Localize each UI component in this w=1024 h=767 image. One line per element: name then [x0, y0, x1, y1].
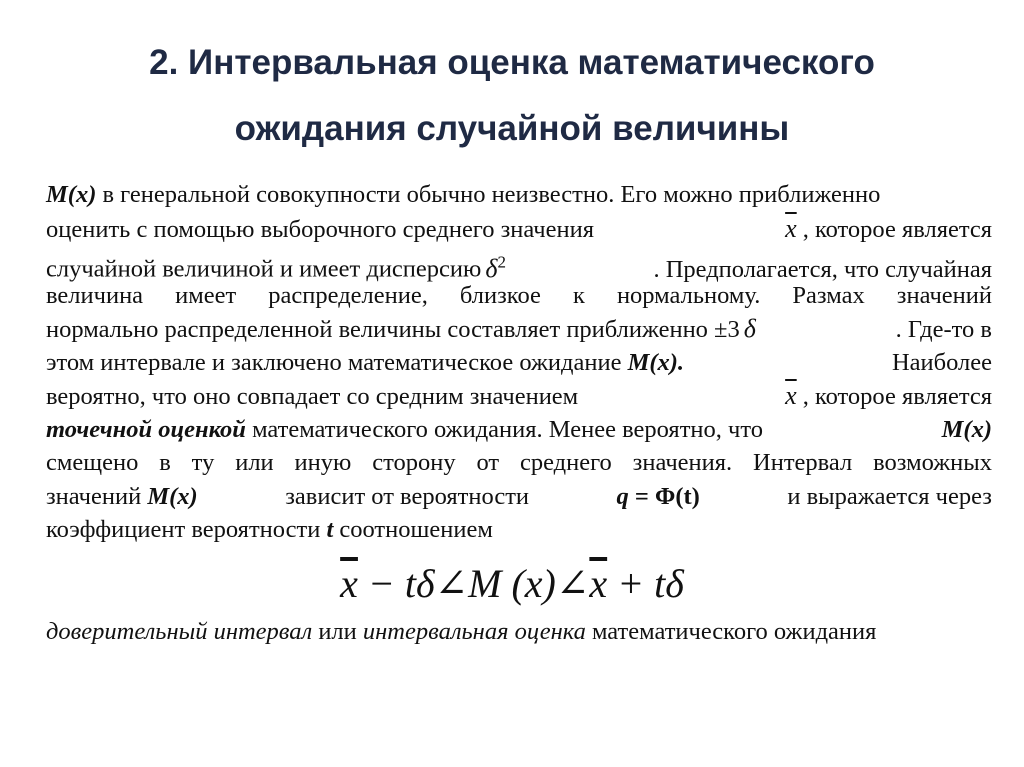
- body-text-segment: нормально распределенной величины составляет приближенно ±3: [46, 316, 740, 343]
- footer-text-segment: или: [312, 618, 363, 645]
- body-line-7: [46, 379, 992, 413]
- body-text-segment: значений: [46, 482, 148, 510]
- body-text-segment: , которое является: [802, 215, 992, 243]
- body-line-8: [46, 413, 992, 447]
- body-text-segment: Наиболее: [891, 348, 992, 376]
- mx-term: M(x).: [627, 348, 685, 376]
- title-line-1: 2. Интервальная оценка математического: [149, 43, 875, 82]
- slide-title: [40, 30, 984, 162]
- body-line-3: [46, 245, 992, 283]
- body-text-segment: коэффициент вероятности: [46, 516, 327, 543]
- body-line-2: [46, 212, 992, 246]
- formula-middle: − tδ∠M (x)∠: [357, 561, 590, 606]
- body-text-segment: оценить с помощью выборочного среднего значения: [46, 215, 594, 243]
- formula-xbar-left: $\overline{x}$: [340, 561, 358, 606]
- sample-mean-symbol: $\overline{x}$: [785, 381, 797, 410]
- body-line-10: [46, 480, 992, 514]
- body-text-segment: вероятно, что оно совпадает со средним значением: [46, 383, 579, 410]
- q-symbol: q: [616, 482, 629, 510]
- body-line-1: [46, 178, 992, 212]
- confidence-interval-term: доверительный интервал: [46, 618, 313, 645]
- footer-line: [46, 618, 1006, 646]
- formula-xbar-right: $\overline{x}$: [589, 561, 608, 606]
- body-line-9: смещено в ту или иную сторону от среднего значения. Интервал возможных: [46, 449, 992, 476]
- title-line-2: ожидания случайной величины: [234, 109, 790, 148]
- body-line-4: величина имеет распределение, близкое к нормальному. Размах значений: [46, 281, 992, 309]
- body-text-segment: соотношением: [333, 516, 493, 543]
- body-line-6: [46, 346, 992, 380]
- delta-glyph: δ: [485, 253, 498, 283]
- sample-mean-symbol: $\overline{x}$: [785, 213, 797, 243]
- body-line-11: [46, 513, 992, 547]
- body-text: [46, 178, 992, 547]
- body-text-segment: математического ожидания. Менее вероятно, что: [245, 415, 763, 443]
- t-symbol: t: [326, 516, 334, 543]
- phi-function: Φ(t): [655, 482, 700, 510]
- confidence-interval-formula: [0, 560, 1024, 607]
- body-text-segment: этом интервале и заключено математическое ожидание: [46, 348, 628, 376]
- point-estimate-term: точечной оценкой: [46, 415, 246, 443]
- body-text-segment: случайной величиной и имеет дисперсию: [46, 255, 482, 283]
- body-text-segment: в генеральной совокупности обычно неизвестно. Его можно приближенно: [96, 181, 881, 208]
- equals-sign: =: [628, 482, 656, 510]
- body-text-segment: и выражается через: [787, 482, 992, 510]
- superscript-two: 2: [497, 252, 506, 271]
- mx-term: M(x): [147, 482, 198, 510]
- formula-right: + tδ: [607, 561, 684, 606]
- footer-text-segment: математического ожидания: [585, 618, 877, 645]
- interval-estimate-term: интервальная оценка: [362, 618, 586, 645]
- body-text-segment: . Где-то в: [895, 316, 992, 343]
- body-text-segment: , которое является: [802, 383, 992, 410]
- delta-symbol: δ: [743, 314, 756, 343]
- mx-term: M(x): [46, 181, 97, 208]
- body-text-segment: зависит от вероятности: [285, 482, 530, 510]
- body-text-segment: . Предполагается, что случайная: [653, 255, 992, 283]
- mx-term: M(x): [941, 415, 992, 443]
- body-line-5: [46, 312, 992, 346]
